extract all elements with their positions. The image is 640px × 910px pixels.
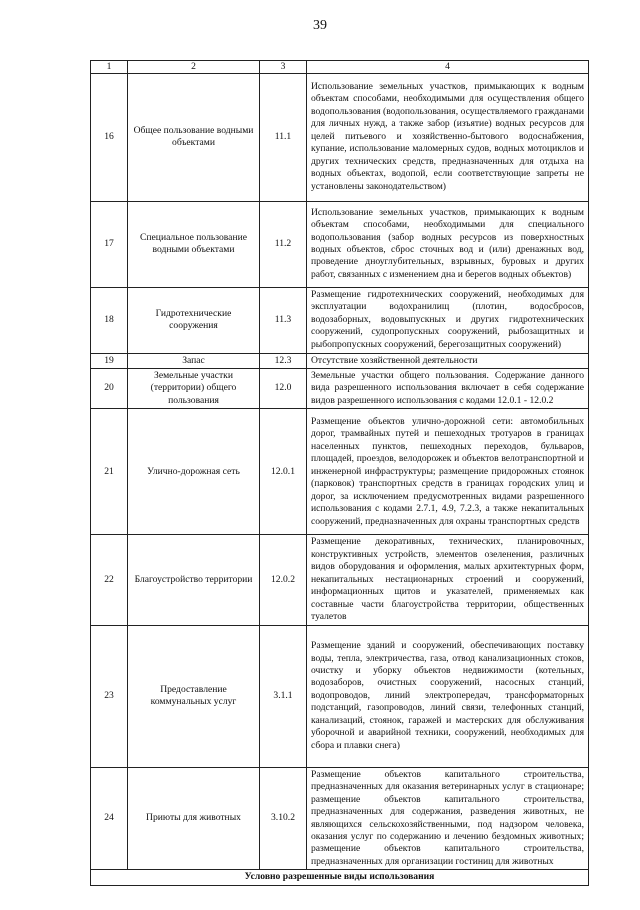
- table-row: [91, 287, 589, 353]
- table-row: [91, 409, 589, 535]
- table-row: [91, 767, 589, 870]
- table-row: [91, 353, 589, 368]
- column-header: 4: [307, 61, 589, 74]
- table-row: [91, 535, 589, 625]
- section-row: [91, 870, 589, 885]
- row-number: 16: [91, 73, 128, 201]
- use-name: Приюты для животных: [128, 767, 260, 870]
- use-name: Улично-дорожная сеть: [128, 409, 260, 535]
- section-heading: Условно разрешенные виды использования: [91, 870, 589, 885]
- use-description: Размещение зданий и сооружений, обеспечивающих поставку воды, тепла, электричества, газа, отвод канализационных стоков, очистку и уборку объектов недвижимости (котельных, водозаборов, очистных сооружений, насосных станций, водопроводов, линий электропередач, трансформаторных подстанций, газопроводов, линий связи, телефонных станций, канализаций, стоянок, гаражей и мастерских для обслуживания уборочной и аварийной техники, сооружений, необходимых для сбора и плавки снега): [307, 625, 589, 767]
- use-name: Запас: [128, 353, 260, 368]
- row-number: 22: [91, 535, 128, 625]
- use-description: Использование земельных участков, примыкающих к водным объектам способами, необходимыми для специального водопользования (забор водных ресурсов из поверхностных водных объектов, сброс сточных вод и (или) дренажных вод, проведение дноуглубительных, взрывных, буровых и других работ, связанных с изменением дна и берегов водных объектов): [307, 201, 589, 287]
- use-code: 12.0.2: [260, 535, 307, 625]
- table-row: [91, 625, 589, 767]
- use-description: Земельные участки общего пользования. Содержание данного вида разрешенного использования включает в себя содержание видов разрешенного использования с кодами 12.0.1 - 12.0.2: [307, 368, 589, 408]
- use-name: Предоставление коммунальных услуг: [128, 625, 260, 767]
- table-row: [91, 368, 589, 408]
- use-name: Благоустройство территории: [128, 535, 260, 625]
- table-row: [91, 201, 589, 287]
- row-number: 24: [91, 767, 128, 870]
- use-name: Общее пользование водными объектами: [128, 73, 260, 201]
- use-code: 11.3: [260, 287, 307, 353]
- land-use-table: [90, 60, 589, 886]
- use-code: 12.0.1: [260, 409, 307, 535]
- column-header: 3: [260, 61, 307, 74]
- use-description: Размещение гидротехнических сооружений, необходимых для эксплуатации водохранилищ (плотин, водосбросов, водозаборных, водовыпускных и других гидротехнических сооружений, судопропускных сооружений, рыбозащитных и рыбопропускных сооружений, берегозащитных сооружений): [307, 287, 589, 353]
- use-code: 11.1: [260, 73, 307, 201]
- use-description: Размещение объектов улично-дорожной сети: автомобильных дорог, трамвайных путей и пешеходных тротуаров в границах населенных пунктов, пешеходных переходов, бульваров, площадей, проездов, велодорожек и объектов велотранспортной и инженерной инфраструктуры; размещение придорожных стоянок (парковок) транспортных средств в границах городских улиц и дорог, за исключением предусмотренных видами разрешенного использования с кодами 2.7.1, 4.9, 7.2.3, а также некапитальных сооружений, предназначенных для охраны транспортных средств: [307, 409, 589, 535]
- table-row: [91, 73, 589, 201]
- row-number: 17: [91, 201, 128, 287]
- use-code: 3.1.1: [260, 625, 307, 767]
- use-description: Размещение декоративных, технических, планировочных, конструктивных устройств, элементов озеленения, различных видов оборудования и оформления, малых архитектурных форм, некапитальных нестационарных строений и сооружений, информационных щитов и указателей, применяемых как составные части благоустройства территории, общественных туалетов: [307, 535, 589, 625]
- row-number: 20: [91, 368, 128, 408]
- column-header: 1: [91, 61, 128, 74]
- use-description: Отсутствие хозяйственной деятельности: [307, 353, 589, 368]
- column-header: 2: [128, 61, 260, 74]
- use-name: Гидротехнические сооружения: [128, 287, 260, 353]
- table-header-row: [91, 61, 589, 74]
- row-number: 18: [91, 287, 128, 353]
- use-description: Использование земельных участков, примыкающих к водным объектам способами, необходимыми для осуществления общего водопользования (водопользования, осуществляемого гражданами для личных нужд, а также забор (изъятие) водных ресурсов для целей питьевого и хозяйственно-бытового водоснабжения, купание, использование маломерных судов, водных мотоциклов и других технических средств, предназначенных для отдыха на водных объектах, водопой, если соответствующие запреты не установлены законодательством): [307, 73, 589, 201]
- use-code: 12.3: [260, 353, 307, 368]
- use-code: 11.2: [260, 201, 307, 287]
- row-number: 19: [91, 353, 128, 368]
- use-description: Размещение объектов капитального строительства, предназначенных для оказания ветеринарных услуг в стационаре; размещение объектов капитального строительства, предназначенных для содержания, разведения животных, не являющихся сельскохозяйственными, под надзором человека, оказания услуг по содержанию и лечению бездомных животных; размещение объектов капитального строительства, предназначенных для организации гостиниц для животных: [307, 767, 589, 870]
- row-number: 23: [91, 625, 128, 767]
- page-number: 39: [313, 18, 327, 33]
- use-code: 3.10.2: [260, 767, 307, 870]
- row-number: 21: [91, 409, 128, 535]
- use-name: Специальное пользование водными объектами: [128, 201, 260, 287]
- use-code: 12.0: [260, 368, 307, 408]
- use-name: Земельные участки (территории) общего пользования: [128, 368, 260, 408]
